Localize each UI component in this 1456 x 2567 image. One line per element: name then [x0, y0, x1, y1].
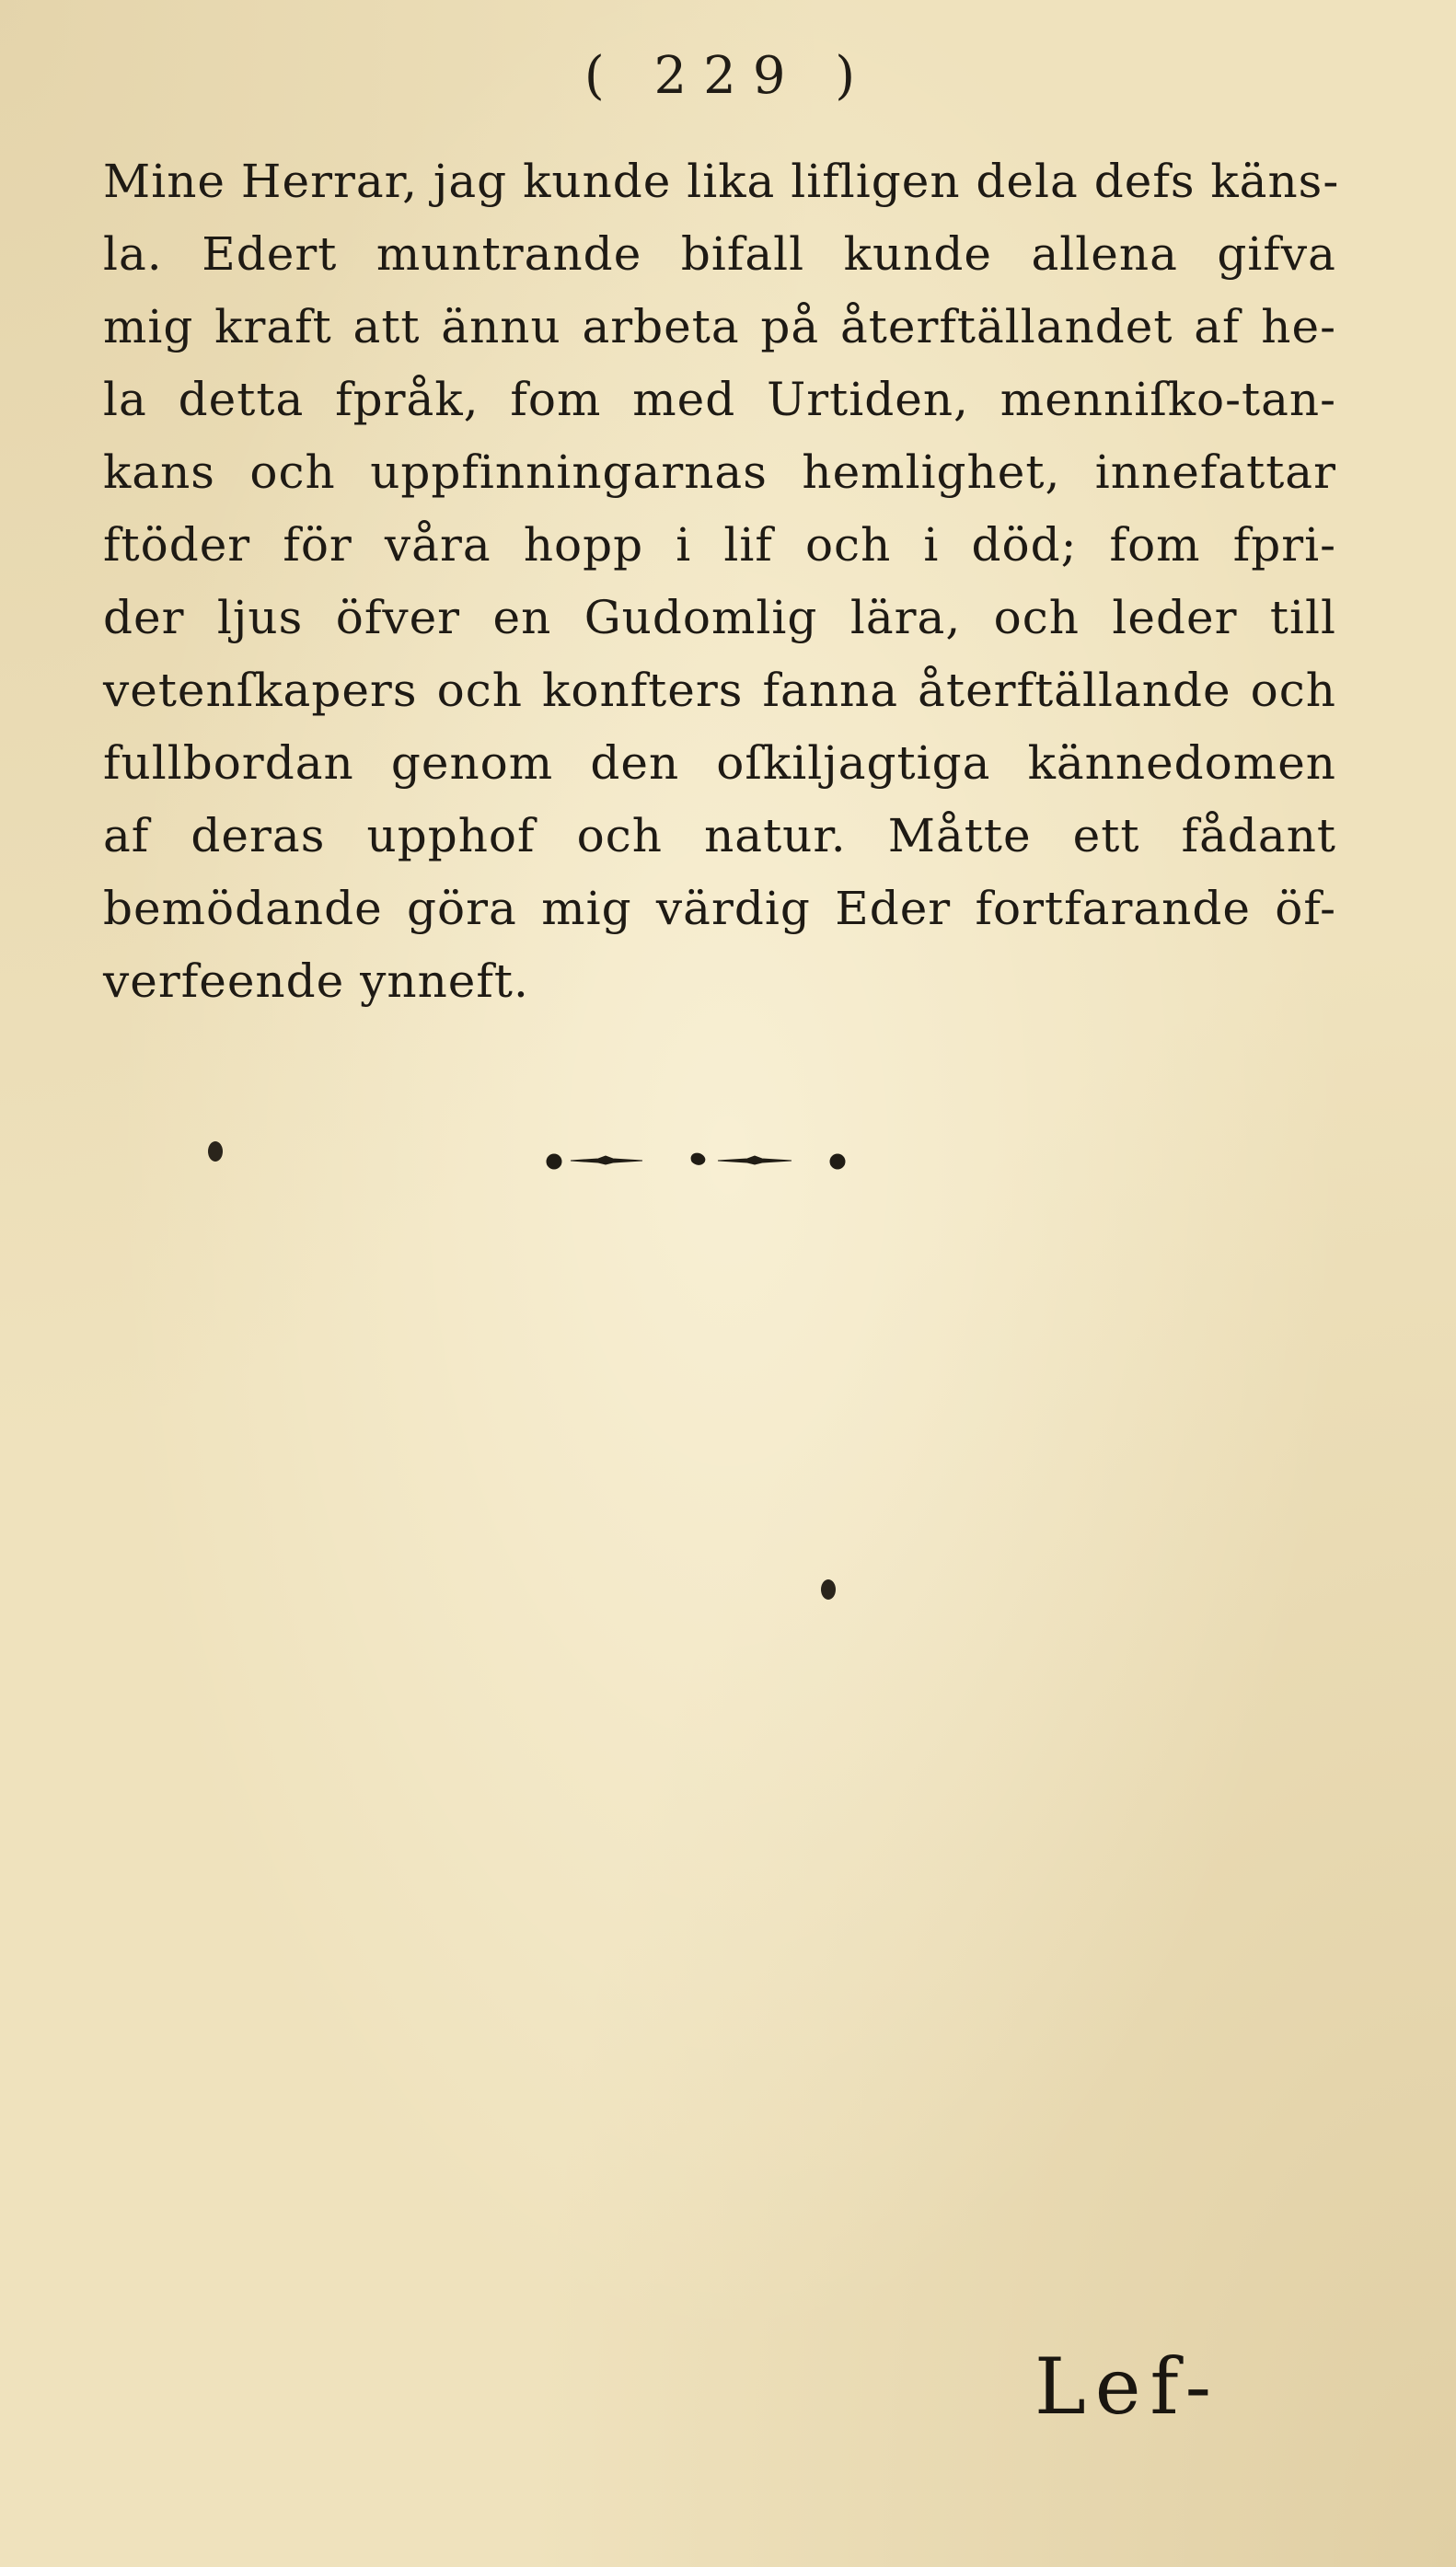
catchword: Lef-: [1034, 2342, 1220, 2432]
text-line: af deras upphof och natur. Måtte ett fådant: [103, 809, 1336, 862]
page-number: ( 229 ): [584, 46, 872, 106]
ornament-dot-icon: [547, 1154, 561, 1169]
ornament-dot-icon: [830, 1154, 845, 1169]
ink-speck: [821, 1579, 836, 1600]
section-divider-ornament: [534, 1141, 865, 1178]
text-line: fullbordan genom den oſkiljagtiga kännedomen: [103, 736, 1336, 790]
text-line: mig kraft att ännu arbeta på återftällandet af he-: [103, 300, 1336, 353]
text-line: la detta fpråk, fom med Urtiden, menniſko-tan-: [103, 373, 1336, 426]
text-line: Mine Herrar, jag kunde lika lifligen dela defs käns-: [103, 155, 1340, 208]
ornament-dash-icon: [718, 1156, 792, 1164]
text-line: vetenſkapers och konfters fanna återftällande och: [103, 664, 1336, 717]
ornament-dash-icon: [571, 1156, 642, 1164]
text-line: bemödande göra mig värdig Eder fortfarande öf-: [103, 882, 1336, 935]
ornament-leaf-icon: [691, 1153, 705, 1164]
ink-speck: [208, 1141, 223, 1162]
body-text: [103, 145, 1340, 1018]
text-line: der ljus öfver en Gudomlig lära, och leder till: [103, 591, 1336, 644]
text-line: verfeende ynneft.: [103, 954, 529, 1008]
text-line: kans och uppfinningarnas hemlighet, innefattar: [103, 445, 1336, 499]
text-line: la. Edert muntrande bifall kunde allena gifva: [103, 227, 1336, 281]
text-line: ftöder för våra hopp i lif och i död; fom fpri-: [103, 518, 1336, 572]
